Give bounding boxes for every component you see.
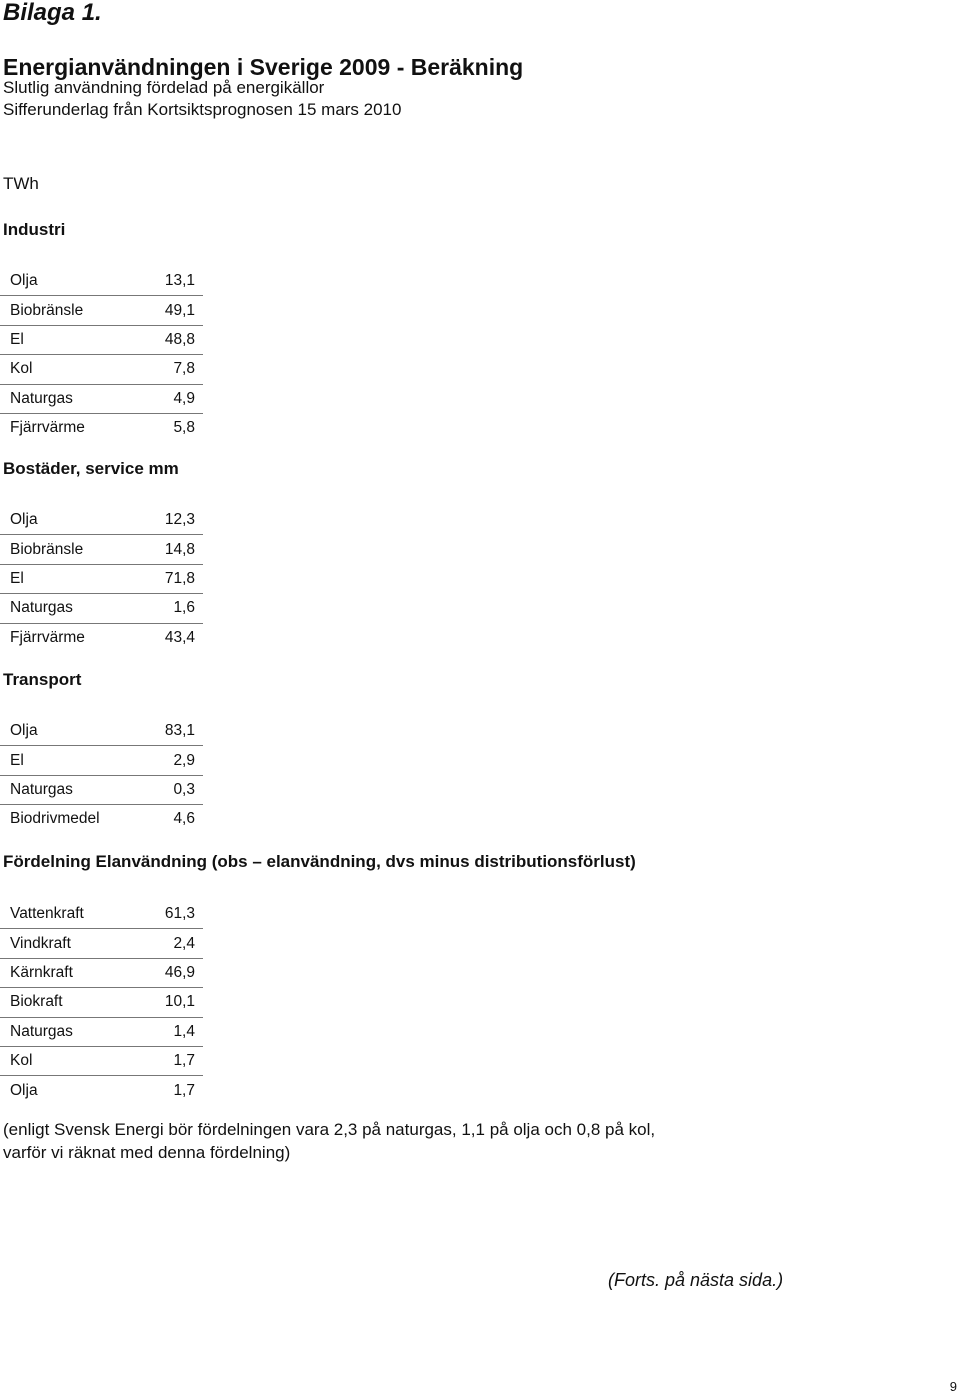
row-label: El [0, 746, 145, 775]
row-label: Biokraft [0, 988, 145, 1017]
row-value: 12,3 [145, 506, 203, 535]
table-row [0, 623, 203, 652]
table-row [0, 594, 203, 623]
row-value: 49,1 [145, 296, 203, 325]
page-title: Energianvändningen i Sverige 2009 - Beräkning [3, 54, 524, 80]
row-value: 13,1 [145, 267, 203, 296]
industri-table [0, 267, 203, 442]
row-label: Kol [0, 1046, 145, 1075]
row-value: 4,9 [145, 384, 203, 413]
subtitle-distribution: Slutlig användning fördelad på energikällor [3, 78, 325, 97]
table-row [0, 1046, 203, 1075]
table-row [0, 413, 203, 442]
section-heading-industri: Industri [3, 220, 66, 239]
table-row [0, 506, 203, 535]
row-label: Olja [0, 717, 145, 746]
row-value: 48,8 [145, 325, 203, 354]
table-row [0, 325, 203, 354]
table-row [0, 717, 203, 746]
row-value: 1,6 [145, 594, 203, 623]
row-label: Vindkraft [0, 929, 145, 958]
row-value: 71,8 [145, 564, 203, 593]
table-row [0, 900, 203, 929]
bostader-table [0, 506, 203, 652]
row-label: Fjärrvärme [10, 628, 85, 646]
continued-note: (Forts. på nästa sida.) [608, 1270, 784, 1290]
row-value: 83,1 [145, 717, 203, 746]
row-label: Olja [0, 506, 145, 535]
row-label: Biobränsle [0, 296, 145, 325]
row-label: Naturgas [0, 384, 145, 413]
elanvandning-table [0, 900, 203, 1105]
section-heading-transport: Transport [3, 670, 82, 689]
row-value: 4,6 [173, 810, 195, 828]
table-row [0, 775, 203, 804]
row-value: 61,3 [145, 900, 203, 929]
row-value: 7,8 [145, 355, 203, 384]
table-row [0, 988, 203, 1017]
row-value: 1,7 [173, 1081, 195, 1099]
table-row [0, 296, 203, 325]
row-label: Kol [0, 355, 145, 384]
table-row [0, 1017, 203, 1046]
row-label: Fjärrvärme [10, 419, 85, 437]
row-label: Naturgas [0, 1017, 145, 1046]
section-heading-elanvandning: Fördelning Elanvändning (obs – elanvändning, dvs minus distributionsförlust) [3, 852, 636, 871]
appendix-label: Bilaga 1. [3, 0, 102, 26]
row-value: 46,9 [145, 958, 203, 987]
footnote [3, 1118, 655, 1164]
row-label: Olja [10, 1081, 38, 1099]
table-row [0, 746, 203, 775]
row-value: 1,4 [145, 1017, 203, 1046]
unit-label: TWh [3, 174, 39, 193]
row-label: Olja [0, 267, 145, 296]
row-label: Biobränsle [0, 535, 145, 564]
page-number: 9 [949, 1379, 957, 1394]
footnote-line-2: varför vi räknat med denna fördelning) [3, 1143, 291, 1162]
section-heading-bostader: Bostäder, service mm [3, 459, 179, 478]
footnote-line-1: (enligt Svensk Energi bör fördelningen vara 2,3 på naturgas, 1,1 på olja och 0,8 på kol, [3, 1120, 656, 1139]
row-label: Biodrivmedel [10, 810, 100, 828]
row-label: Naturgas [0, 594, 145, 623]
table-row [0, 958, 203, 987]
table-row [0, 535, 203, 564]
table-row [0, 355, 203, 384]
table-row [0, 564, 203, 593]
row-label: Naturgas [0, 775, 145, 804]
row-value: 43,4 [164, 628, 195, 646]
table-row [0, 384, 203, 413]
table-row [0, 929, 203, 958]
row-value: 0,3 [145, 775, 203, 804]
table-row [0, 267, 203, 296]
row-value: 1,7 [145, 1046, 203, 1075]
row-label: Kärnkraft [0, 958, 145, 987]
transport-table [0, 717, 203, 834]
row-value: 2,4 [145, 929, 203, 958]
table-row [0, 805, 203, 834]
row-value: 14,8 [145, 535, 203, 564]
row-value: 5,8 [173, 419, 195, 437]
row-value: 2,9 [145, 746, 203, 775]
row-value: 10,1 [145, 988, 203, 1017]
row-label: El [0, 564, 145, 593]
row-label: El [0, 325, 145, 354]
row-label: Vattenkraft [0, 900, 145, 929]
table-row [0, 1076, 203, 1105]
subtitle-source: Sifferunderlag från Kortsiktsprognosen 15 mars 2010 [3, 100, 402, 119]
